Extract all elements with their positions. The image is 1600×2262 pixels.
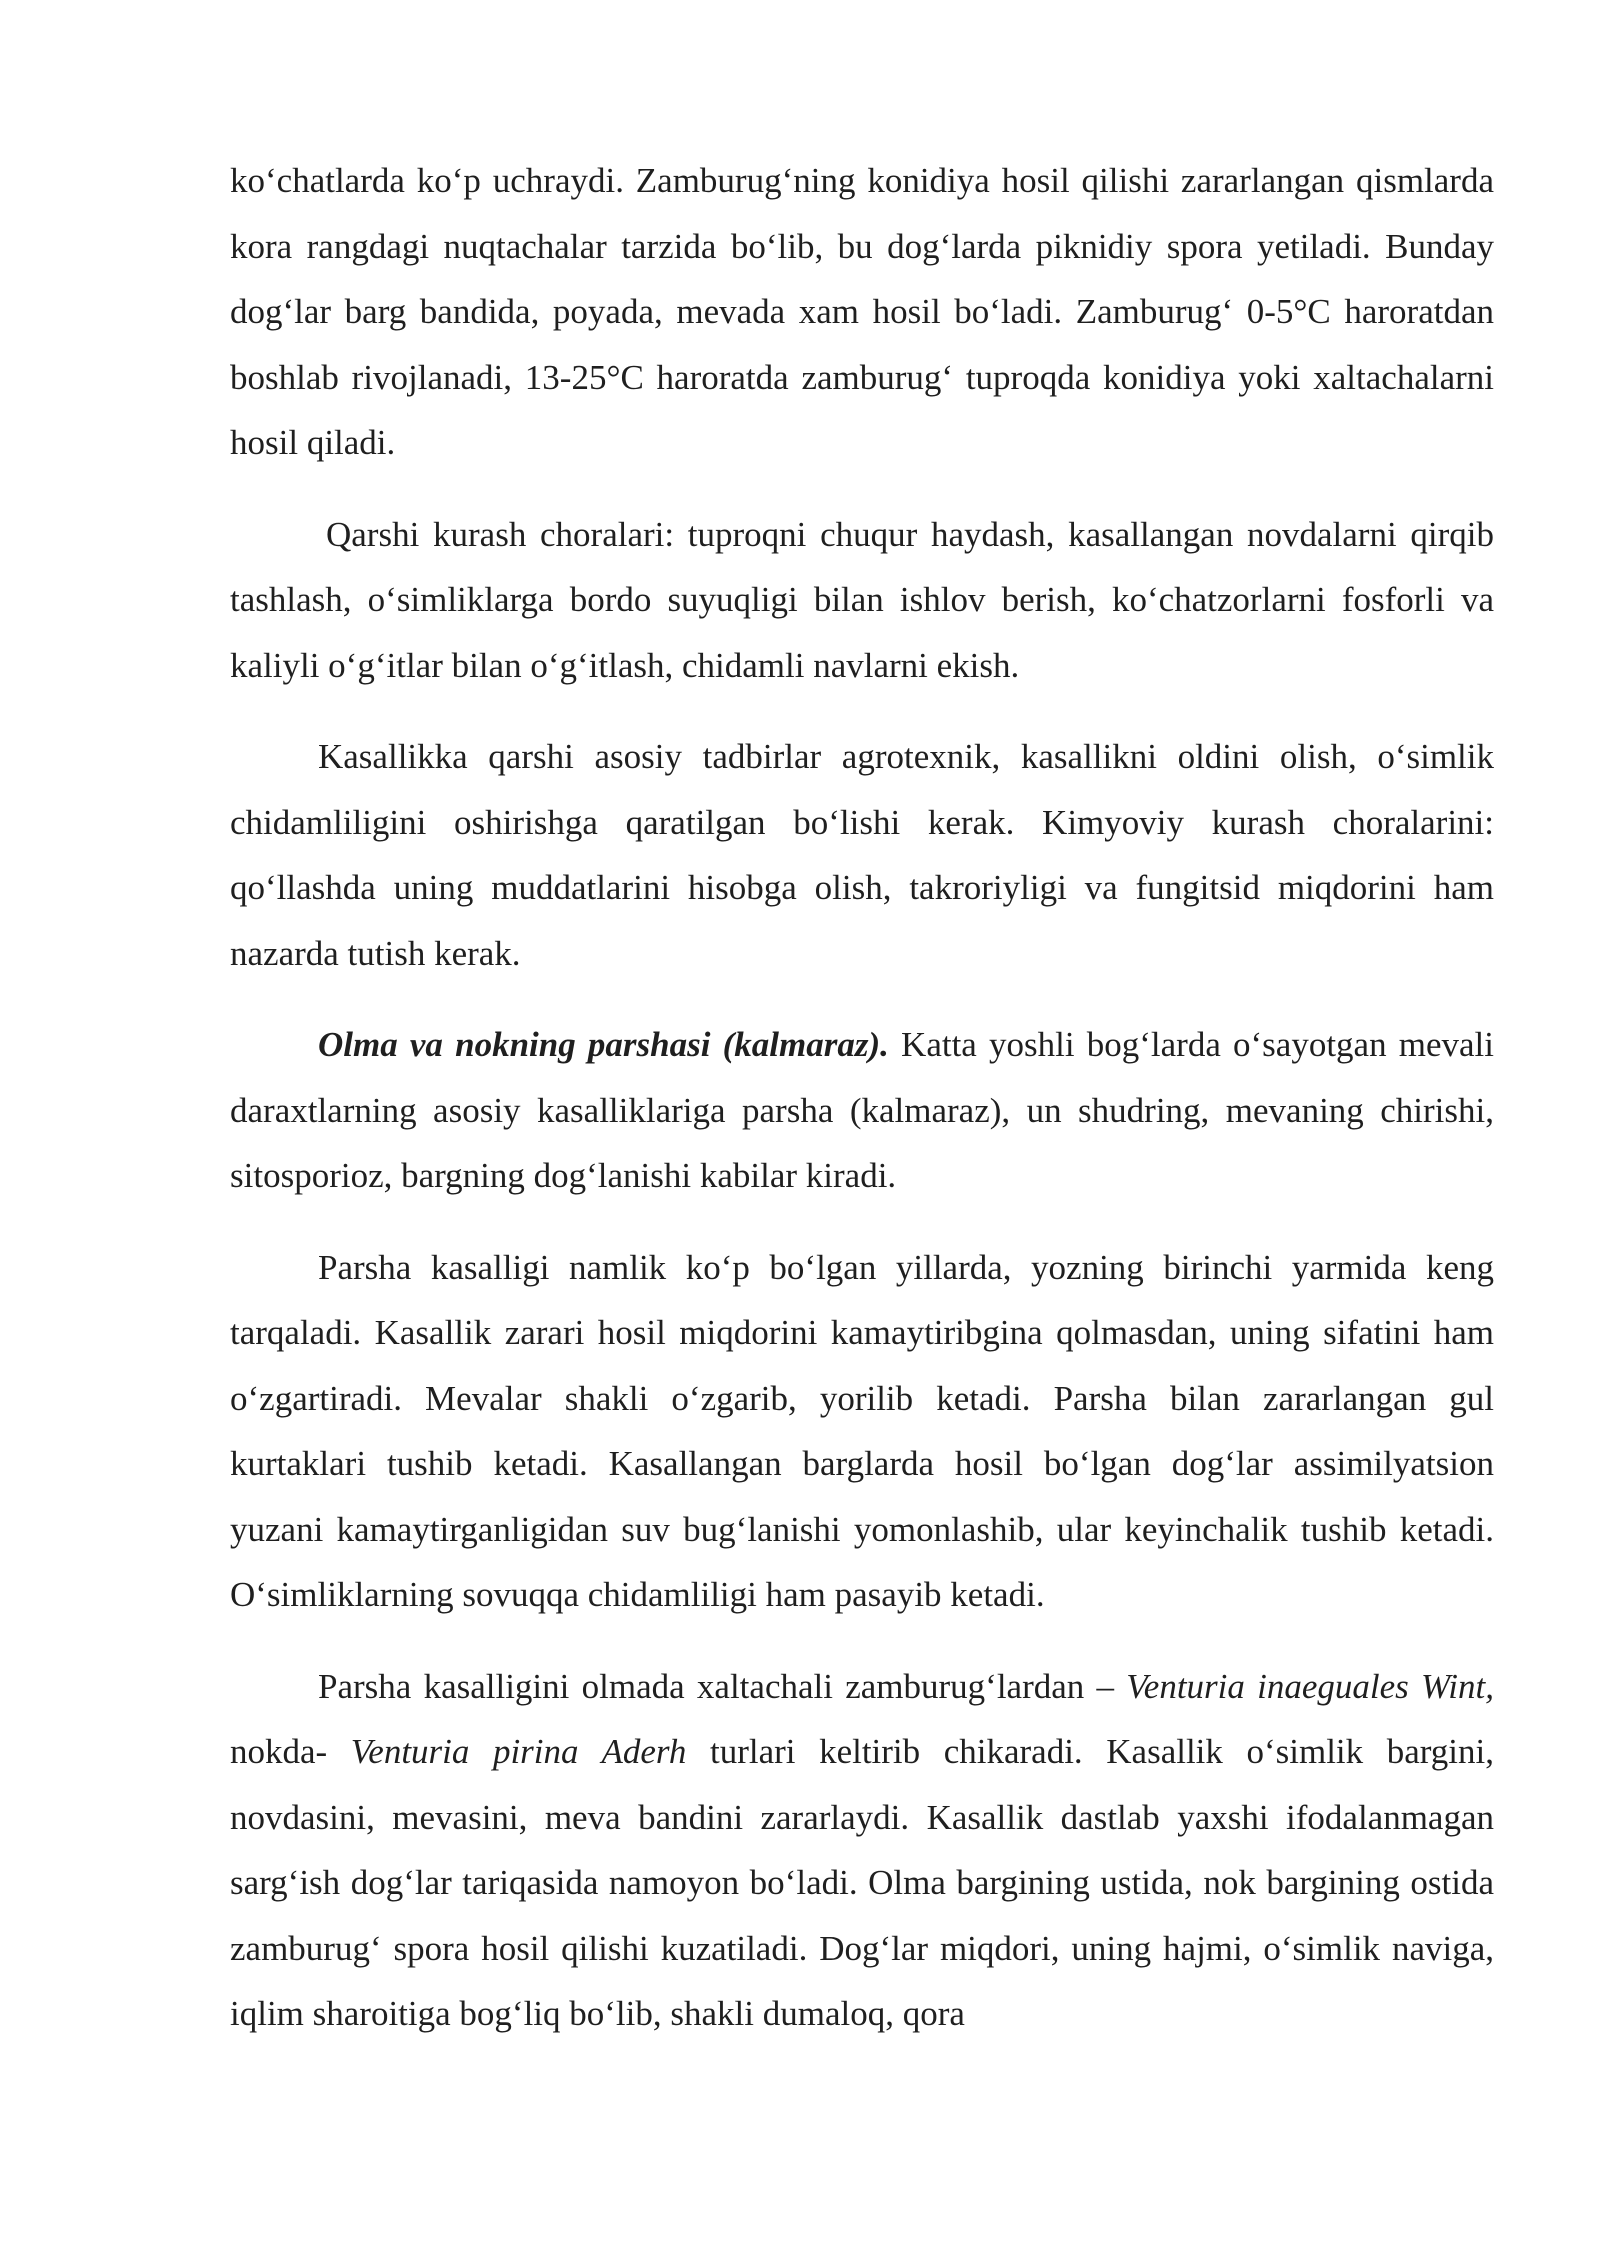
paragraph-text-part: nokda- [230,1732,351,1771]
paragraph-main-measures: Kasallikka qarshi asosiy tadbirlar agrotexnik, kasallikni oldini olish, o‘simlik chidamliligini oshirishga qaratilgan bo‘lishi kerak. Kimyoviy kurash choralarini: qo‘llashda uning muddatlarini hisobga olish, takroriyligi va fungitsid miqdorini ham nazarda tutish kerak. [230,737,1494,973]
document-body [230,148,1494,2073]
paragraph-scab-intro-text: Katta yoshli bog‘larda o‘sayotgan mevali daraxtlarning asosiy kasalliklariga parsha (kalmaraz), un shudring, mevaning chirishi, sitosporioz, bargning dog‘lanishi kabilar kiradi. [230,1025,1495,1195]
paragraph-scab-intro [230,1012,1494,1209]
paragraph-control-measures: Qarshi kurash choralari: tuproqni chuqur haydash, kasallangan novdalarni qirqib tashlash, o‘simliklarga bordo suyuqligi bilan ishlov berish, ko‘chatzorlarni fosforli va kaliyli o‘g‘itlar bilan o‘g‘itlash, chidamli navlarni ekish. [230,514,1494,685]
paragraph-intro: ko‘chatlarda ko‘p uchraydi. Zamburug‘ning konidiya hosil qilishi zararlangan qismlarda kora rangdagi nuqtachalar tarzida bo‘lib, bu dog‘larda piknidiy spora yetiladi. Bunday dog‘lar barg bandida, poyada, mevada xam hosil bo‘ladi. Zamburug‘ 0-5°C haroratdan boshlab rivojlanadi, 13-25°C haroratda zamburug‘ tuproqda konidiya yoki xaltachalarni hosil qiladi. [230,161,1494,462]
section-heading: Olma va nokning parshasi (kalmaraz). [318,1025,889,1064]
species-name: Venturia pirina Aderh [350,1732,687,1771]
paragraph-scab-damage: Parsha kasalligi namlik ko‘p bo‘lgan yillarda, yozning birinchi yarmida keng tarqaladi. Kasallik zarari hosil miqdorini kamaytiribgina qolmasdan, uning sifatini ham o‘zgartiradi. Mevalar shakli o‘zgarib, yorilib ketadi. Parsha bilan zararlangan gul kurtaklari tushib ketadi. Kasallangan barglarda hosil bo‘lgan dog‘lar assimilyatsion yuzani kamaytirganligidan suv bug‘lanishi yomonlashib, ular keyinchalik tushib ketadi. O‘simliklarning sovuqqa chidamliligi ham pasayib ketadi. [230,1247,1494,1614]
paragraph-text-part: Parsha kasalligini olmada xaltachali zamburug‘lardan – [318,1666,1127,1706]
species-name: Venturia inaeguales Wint, [1126,1666,1494,1706]
paragraph-text-part: turlari keltirib chikaradi. Kasallik o‘simlik bargini, novdasini, mevasini, meva bandini zararlaydi. Kasallik dastlab yaxshi ifodalanmagan sarg‘ish dog‘lar tariqasida namoyon bo‘ladi. Olma bargining ustida, nok bargining ostida zamburug‘ spora hosil qilishi kuzatiladi. Dog‘lar miqdori, uning hajmi, o‘simlik naviga, iqlim sharoitiga bog‘liq bo‘lib, shakli dumaloq, qora [230,1732,1494,2033]
paragraph-scab-pathogens [230,1654,1494,2047]
